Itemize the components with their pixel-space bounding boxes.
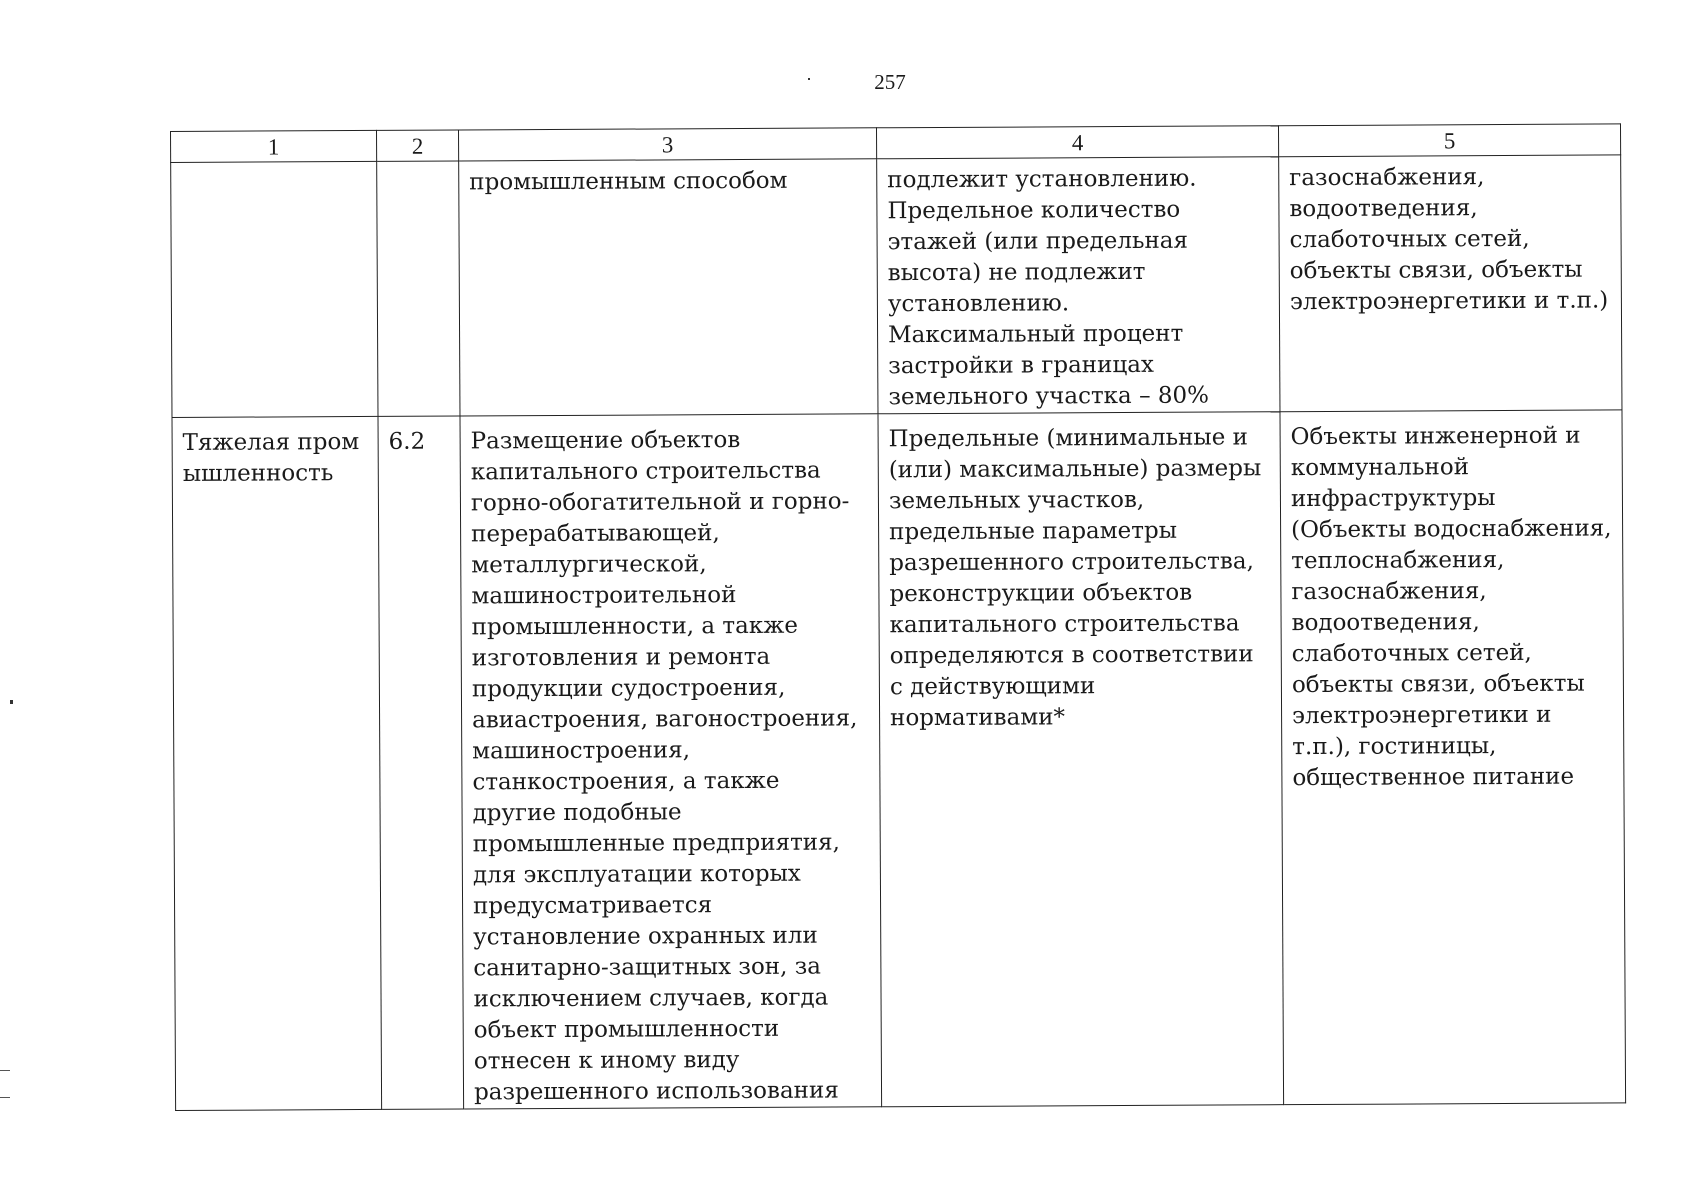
cell-text: Размещение объектов капитального строительства горно-обогатительной и горно-перерабатывающей, металлургической, машиностроительной промышленности, а также изготовления и ремонта продукции судостроения, авиастроения, вагоностроения, машиностроения, станкостроения, а также другие подобные промышленные предприятия, для эксплуатации которых предусматривается установление охранных или санитарно-защитных зон, за исключением случаев, когда объект промышленности отнесен к иному виду разрешенного использования bbox=[470, 427, 858, 1106]
auxiliary-uses-cell bbox=[1279, 155, 1622, 412]
cell-text: Тяжелая промышленность bbox=[182, 429, 360, 487]
scan-speck bbox=[10, 700, 13, 704]
cell-text: газоснабжения, водоотведения, слаботочных сетей, объекты связи, объекты электроэнергетики и т.п.) bbox=[1289, 164, 1609, 316]
land-use-description-cell bbox=[459, 159, 878, 416]
land-use-code-cell bbox=[378, 416, 464, 1109]
page-number: 257 bbox=[874, 70, 906, 94]
land-use-code-cell bbox=[377, 161, 460, 416]
column-header: 2 bbox=[376, 130, 458, 161]
column-header: 3 bbox=[458, 128, 876, 161]
scan-speck bbox=[808, 78, 810, 80]
cell-text: подлежит установлению. Предельное количество этажей (или предельная высота) не подлежит установлению. Максимальный процент застройки в границах земельного участка – 80% bbox=[887, 165, 1210, 411]
land-use-description-cell bbox=[460, 414, 882, 1109]
limit-parameters-cell bbox=[877, 157, 1280, 414]
auxiliary-uses-cell bbox=[1280, 410, 1626, 1105]
land-use-name-cell bbox=[171, 161, 378, 417]
land-use-name-cell bbox=[172, 416, 382, 1110]
regulations-table bbox=[170, 123, 1626, 1111]
cell-text: Объекты инженерной и коммунальной инфраструктуры (Объекты водоснабжения, теплоснабжения, газоснабжения, водоотведения, слаботочных сетей, объекты связи, объекты электроэнергетики и т.п.), гостиницы, общественное питание bbox=[1290, 422, 1612, 792]
cell-text: 6.2 bbox=[388, 428, 426, 455]
column-header: 5 bbox=[1278, 124, 1620, 157]
limit-parameters-cell bbox=[878, 412, 1284, 1107]
cell-text: промышленным способом bbox=[469, 167, 788, 196]
cell-text: Предельные (минимальные и (или) максимальные) размеры земельных участков, предельные параметры разрешенного строительства, реконструкции объектов капитального строительства определяются в соответствии с действующими нормативами* bbox=[888, 424, 1262, 732]
table-row bbox=[171, 155, 1622, 418]
column-header: 4 bbox=[876, 126, 1278, 159]
column-header: 1 bbox=[171, 130, 377, 162]
table-row bbox=[172, 410, 1626, 1111]
margin-mark bbox=[0, 1070, 10, 1098]
